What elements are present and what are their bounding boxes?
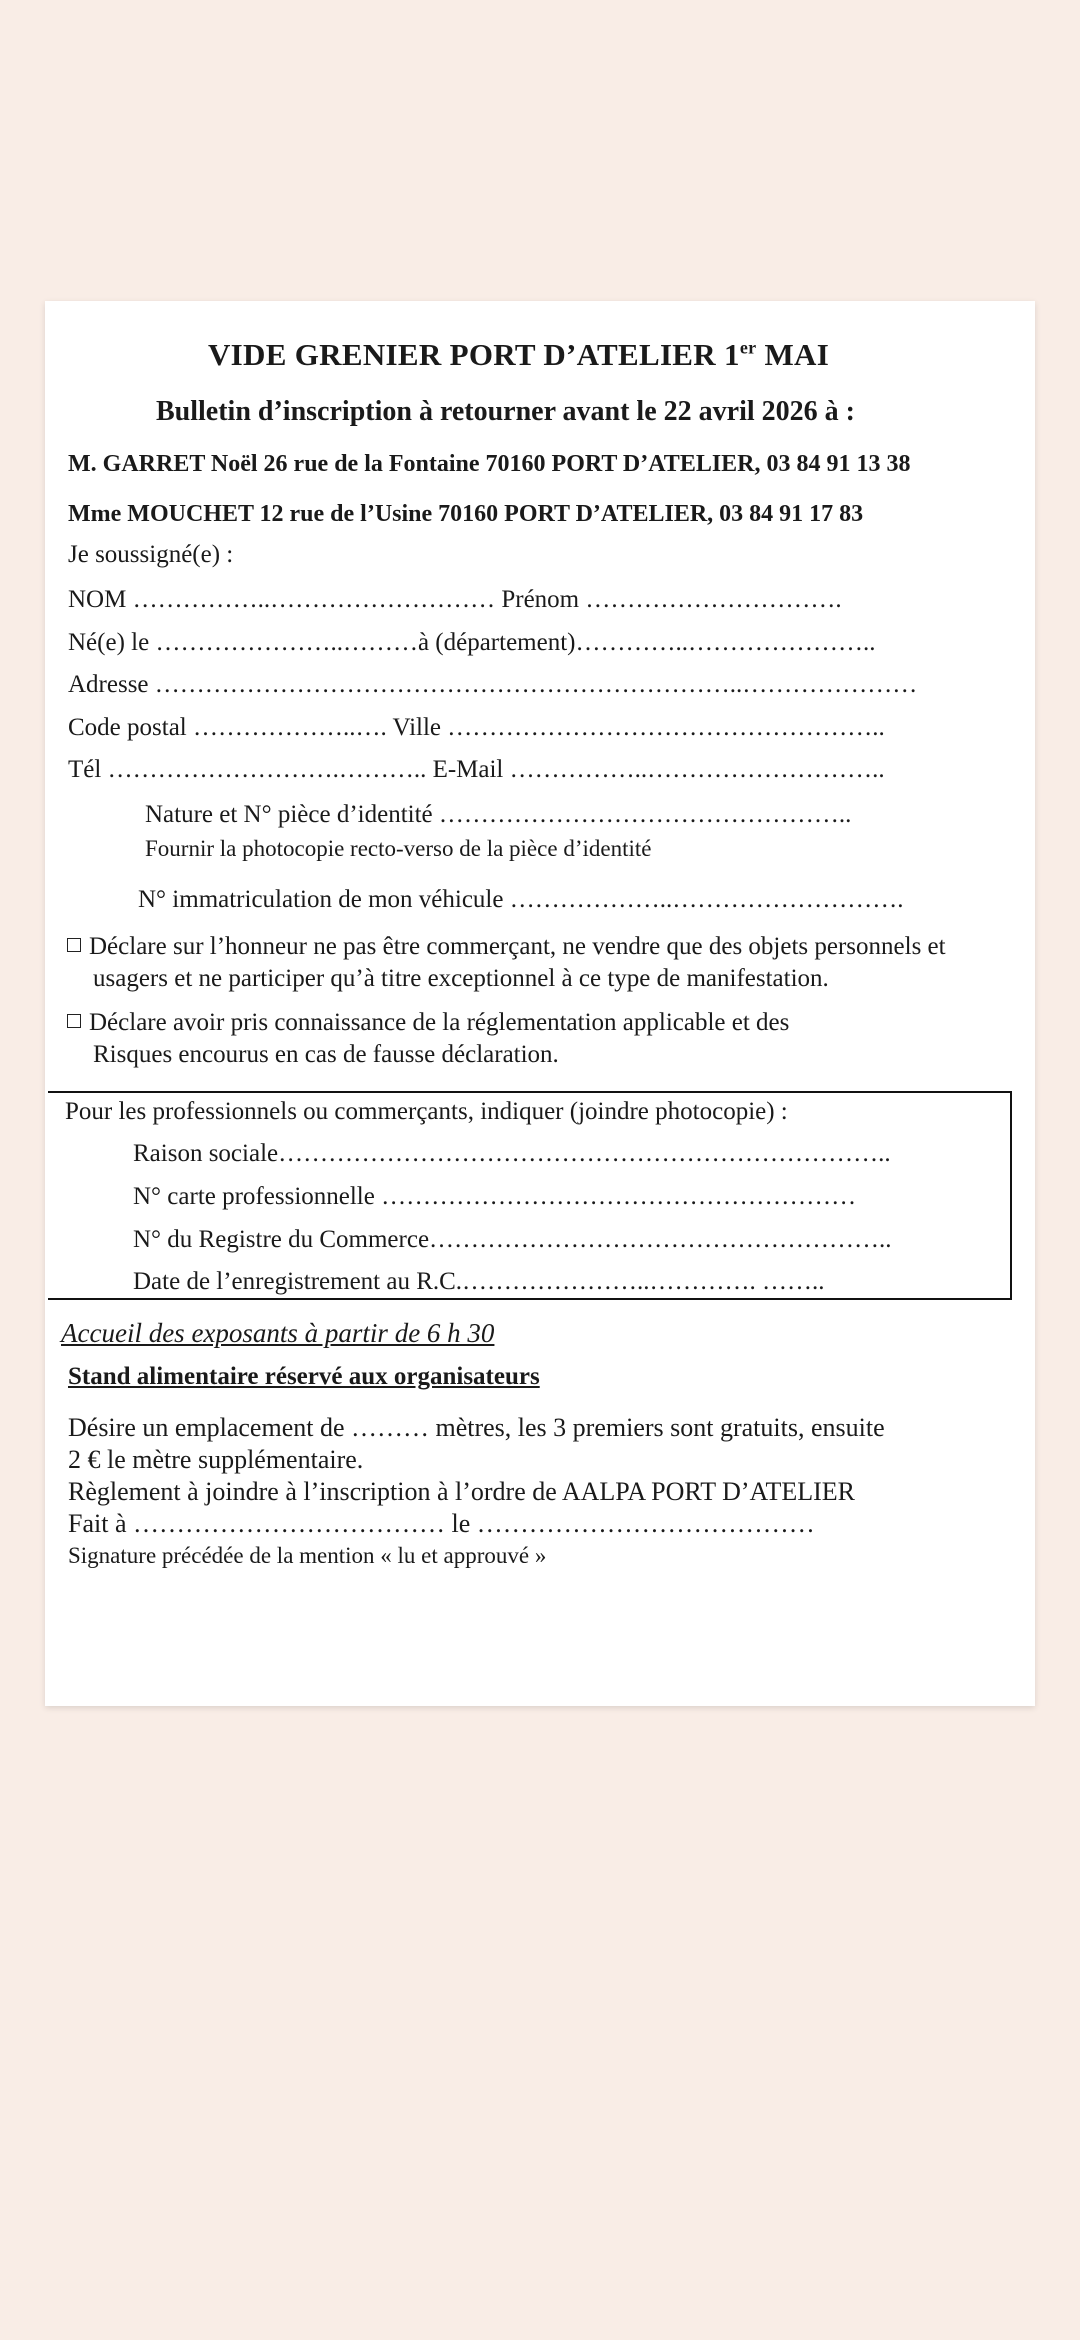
photocopie-note: Fournir la photocopie recto-verso de la pièce d’identité xyxy=(145,836,652,861)
form-subtitle: Bulletin d’inscription à retourner avant le 22 avril 2026 à : xyxy=(156,396,855,427)
declaration-2: Déclare avoir pris connaissance de la réglementation applicable et des xyxy=(67,1009,789,1037)
field-raison-sociale: Raison sociale……………………………………………………………….. xyxy=(133,1140,891,1167)
emplacement-line-2: 2 € le mètre supplémentaire. xyxy=(68,1445,364,1474)
emplacement-line: Désire un emplacement de ……… mètres, les 3 premiers sont gratuits, ensuite xyxy=(68,1413,885,1442)
field-naissance: Né(e) le …………………..………à (département)…………..………………….. xyxy=(68,629,876,656)
contact-garret: M. GARRET Noël 26 rue de la Fontaine 70160 PORT D’ATELIER, 03 84 91 13 38 xyxy=(68,451,911,477)
checkbox-icon xyxy=(67,1014,81,1028)
form-title: VIDE GRENIER PORT D’ATELIER 1er MAI xyxy=(208,337,830,372)
field-adresse: Adresse ……………………………………………………………..………………… xyxy=(68,671,918,698)
stand-note: Stand alimentaire réservé aux organisateurs xyxy=(68,1363,540,1390)
contact-mouchet: Mme MOUCHET 12 rue de l’Usine 70160 PORT D’ATELIER, 03 84 91 17 83 xyxy=(68,501,864,527)
declaration-1-cont: usagers et ne participer qu’à titre exceptionnel à ce type de manifestation. xyxy=(93,965,829,992)
signature-line: Signature précédée de la mention « lu et approuvé » xyxy=(68,1543,547,1568)
intro-line: Je soussigné(e) : xyxy=(68,541,234,568)
checkbox-icon xyxy=(67,938,81,952)
field-nom-prenom: NOM ……………..……………………… Prénom …………………………. xyxy=(68,586,842,613)
field-date-rc: Date de l’enregistrement au R.C.…………………..…………. …….. xyxy=(133,1268,825,1295)
field-tel-email: Tél ……………………….……….. E-Mail ……………..……………………….. xyxy=(68,756,885,783)
field-immatriculation: N° immatriculation de mon véhicule ………………..………………………. xyxy=(138,886,904,913)
declaration-1: Déclare sur l’honneur ne pas être commerçant, ne vendre que des objets personnels et xyxy=(67,933,946,961)
form-document xyxy=(45,301,1035,1706)
declaration-2-cont: Risques encourus en cas de fausse déclaration. xyxy=(93,1041,559,1068)
field-registre: N° du Registre du Commerce……………………………………………….. xyxy=(133,1226,892,1253)
pro-intro: Pour les professionnels ou commerçants, indiquer (joindre photocopie) : xyxy=(65,1098,788,1125)
field-cp-ville: Code postal ………………..…. Ville …………………………………………….. xyxy=(68,714,885,741)
accueil-note: Accueil des exposants à partir de 6 h 30 xyxy=(61,1318,495,1348)
field-carte-pro: N° carte professionnelle ………………………………………………… xyxy=(133,1183,857,1210)
fait-line: Fait à ……………………………… le ………………………………… xyxy=(68,1509,815,1538)
reglement-line: Règlement à joindre à l’inscription à l’ordre de AALPA PORT D’ATELIER xyxy=(68,1477,855,1506)
field-piece-identite: Nature et N° pièce d’identité ………………………………………….. xyxy=(145,801,852,828)
